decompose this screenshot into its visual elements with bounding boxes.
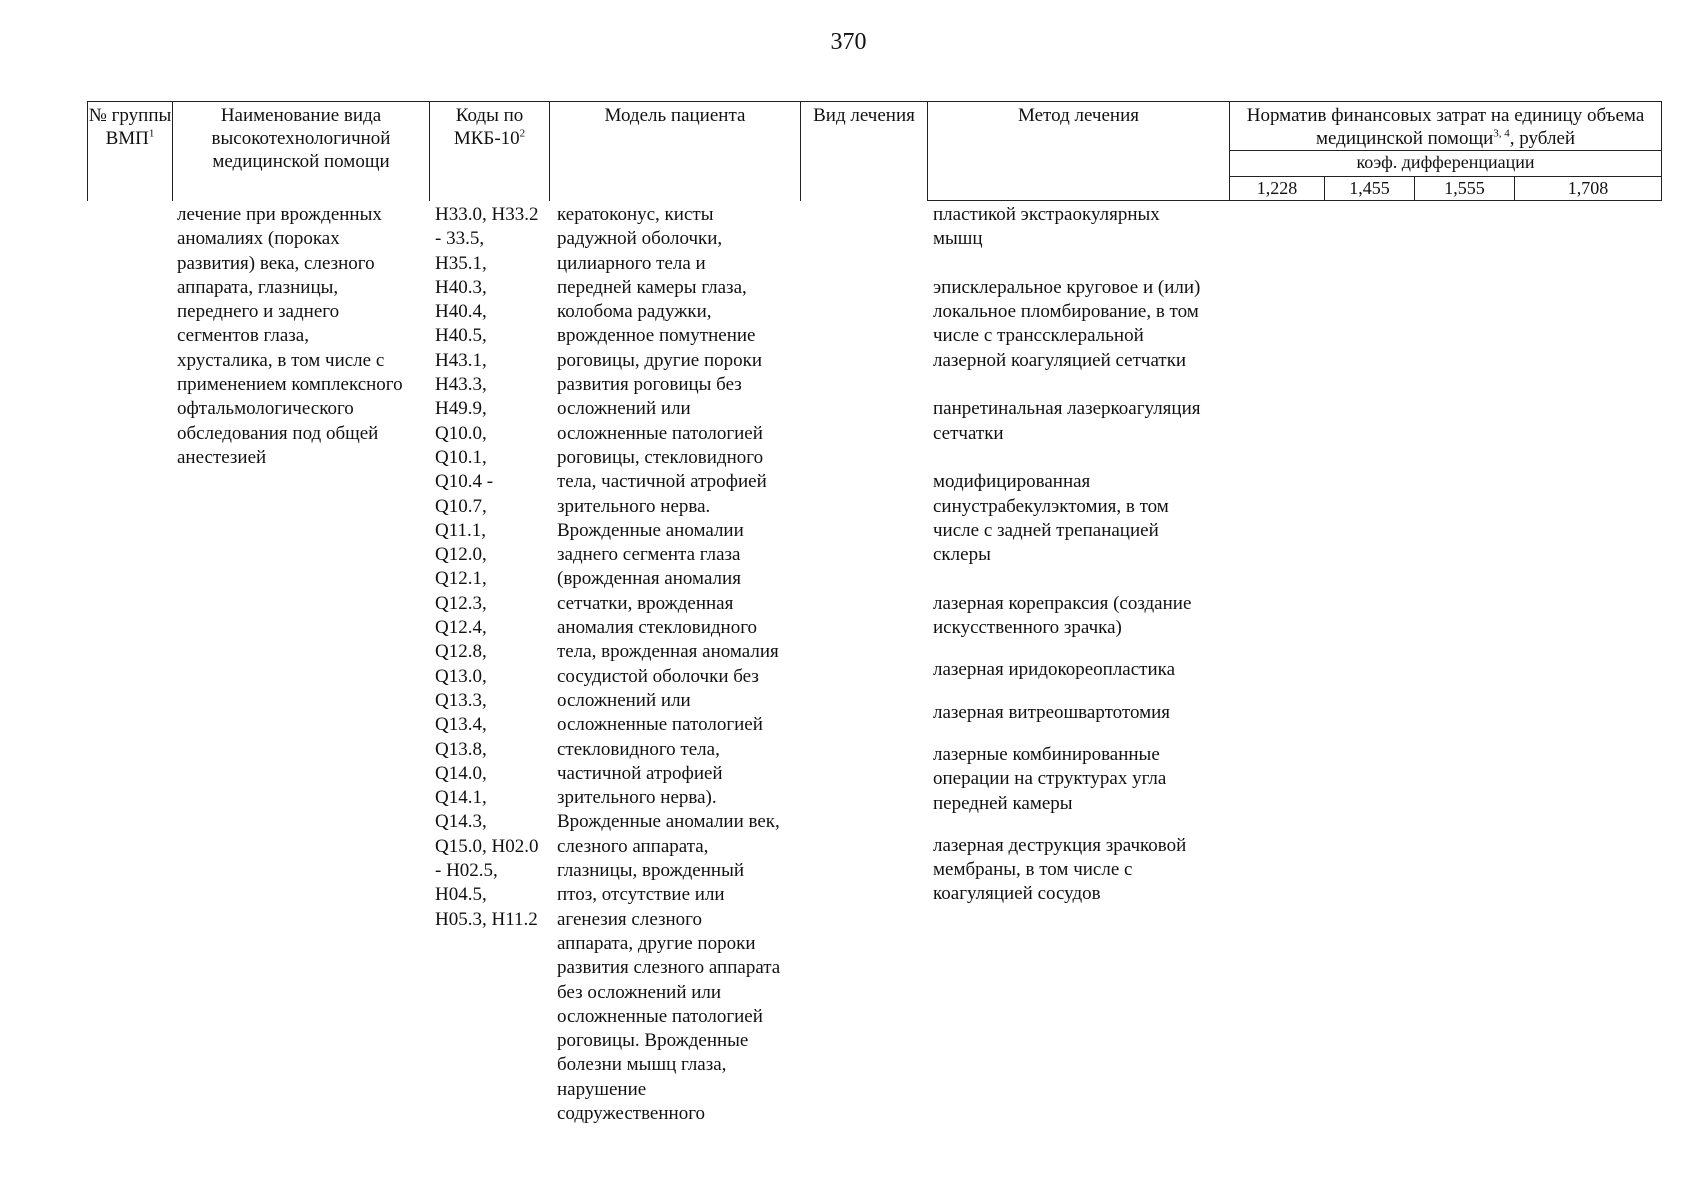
table-header — [87, 101, 1662, 201]
method-item: модифицированная синустрабекулэктомия, в том числе с задней трепанацией склеры — [933, 471, 1169, 566]
method-item: лазерная корепраксия (создание искусственного зрачка) — [933, 592, 1192, 639]
method-item: лазерная деструкция зрачковой мембраны, в том числе с коагуляцией сосудов — [933, 834, 1187, 905]
method-item: лазерная иридокореопластика — [933, 659, 1176, 681]
care-type-name-text: лечение при врожденных аномалиях (пороках развития) века, слезного аппарата, глазницы, переднего и заднего сегментов глаза, хрусталика, в том числе с применением комплексного офтальмологического обследования под общей анестезией — [177, 204, 403, 468]
koef-value: 1,708 — [1515, 177, 1662, 201]
header-icd-codes: Коды по МКБ-$10^2$ — [430, 102, 550, 201]
header-differentiation-coefficient: коэф. дифференциации — [1230, 151, 1662, 177]
method-item: эписклеральное круговое и (или) локальное пломбирование, в том числе с транссклеральной лазерной коагуляцией сетчатки — [933, 276, 1201, 371]
method-item: панретинальная лазеркоагуляция сетчатки — [933, 398, 1201, 444]
header-group-number: № группы ВМП$^1$ — [88, 102, 173, 201]
header-treatment-method: Метод лечения — [928, 102, 1230, 201]
icd-codes-text: H33.0, H33.2 - 33.5, H35.1, H40.3, H40.4, H40.5, H43.1, H43.3, H49.9, Q10.0, Q10.1, Q10.4 - Q10.7, Q11.1, Q12.0, Q12.1, Q12.3, Q12.4, Q12.8, Q13.0, Q13.3, Q13.4, Q13.8, Q14.0, Q14.1, Q14.3, Q15.0, H02.0 - H02.5, H04.5, H05.3, H11.2 — [435, 204, 539, 930]
koef-value: 1,455 — [1325, 177, 1415, 201]
patient-model-text: кератоконус, кисты радужной оболочки, цилиарного тела и передней камеры глаза, колобома радужки, врожденное помутнение роговицы, другие пороки развития роговицы без осложнений или осложненные патологией роговицы, стекловидного тела, частичной атрофией зрительного нерва. Врожденные аномалии заднего сегмента глаза (врожденная аномалия сетчатки, врожденная аномалия стекловидного тела, врожденная аномалия сосудистой оболочки без осложнений или осложненные патологией стекловидного тела, частичной атрофией зрительного нерва). Врожденные аномалии век, слезного аппарата, глазницы, врожденный птоз, отсутствие или агенезия слезного аппарата, другие пороки развития слезного аппарата без осложнений или осложненные патологией роговицы. Врожденные болезни мышц глаза, нарушение содружественного — [557, 204, 781, 1124]
header-treatment-type: Вид лечения — [801, 102, 928, 201]
header-cost-normative: Норматив финансовых затрат на единицу объема медицинской помощи$^{3, 4}$, рублей — [1230, 102, 1662, 151]
koef-value: 1,228 — [1230, 177, 1325, 201]
koef-value: 1,555 — [1415, 177, 1515, 201]
page-number: 370 — [830, 29, 867, 55]
method-item: лазерные комбинированные операции на структурах угла передней камеры — [933, 743, 1167, 814]
treatment-methods-list — [933, 203, 1233, 907]
header-patient-model: Модель пациента — [550, 102, 801, 201]
method-item: пластикой экстраокулярных мышц — [933, 204, 1160, 250]
method-item: лазерная витреошвартотомия — [933, 701, 1171, 723]
header-care-type-name: Наименование вида высокотехнологичной медицинской помощи — [173, 102, 430, 201]
